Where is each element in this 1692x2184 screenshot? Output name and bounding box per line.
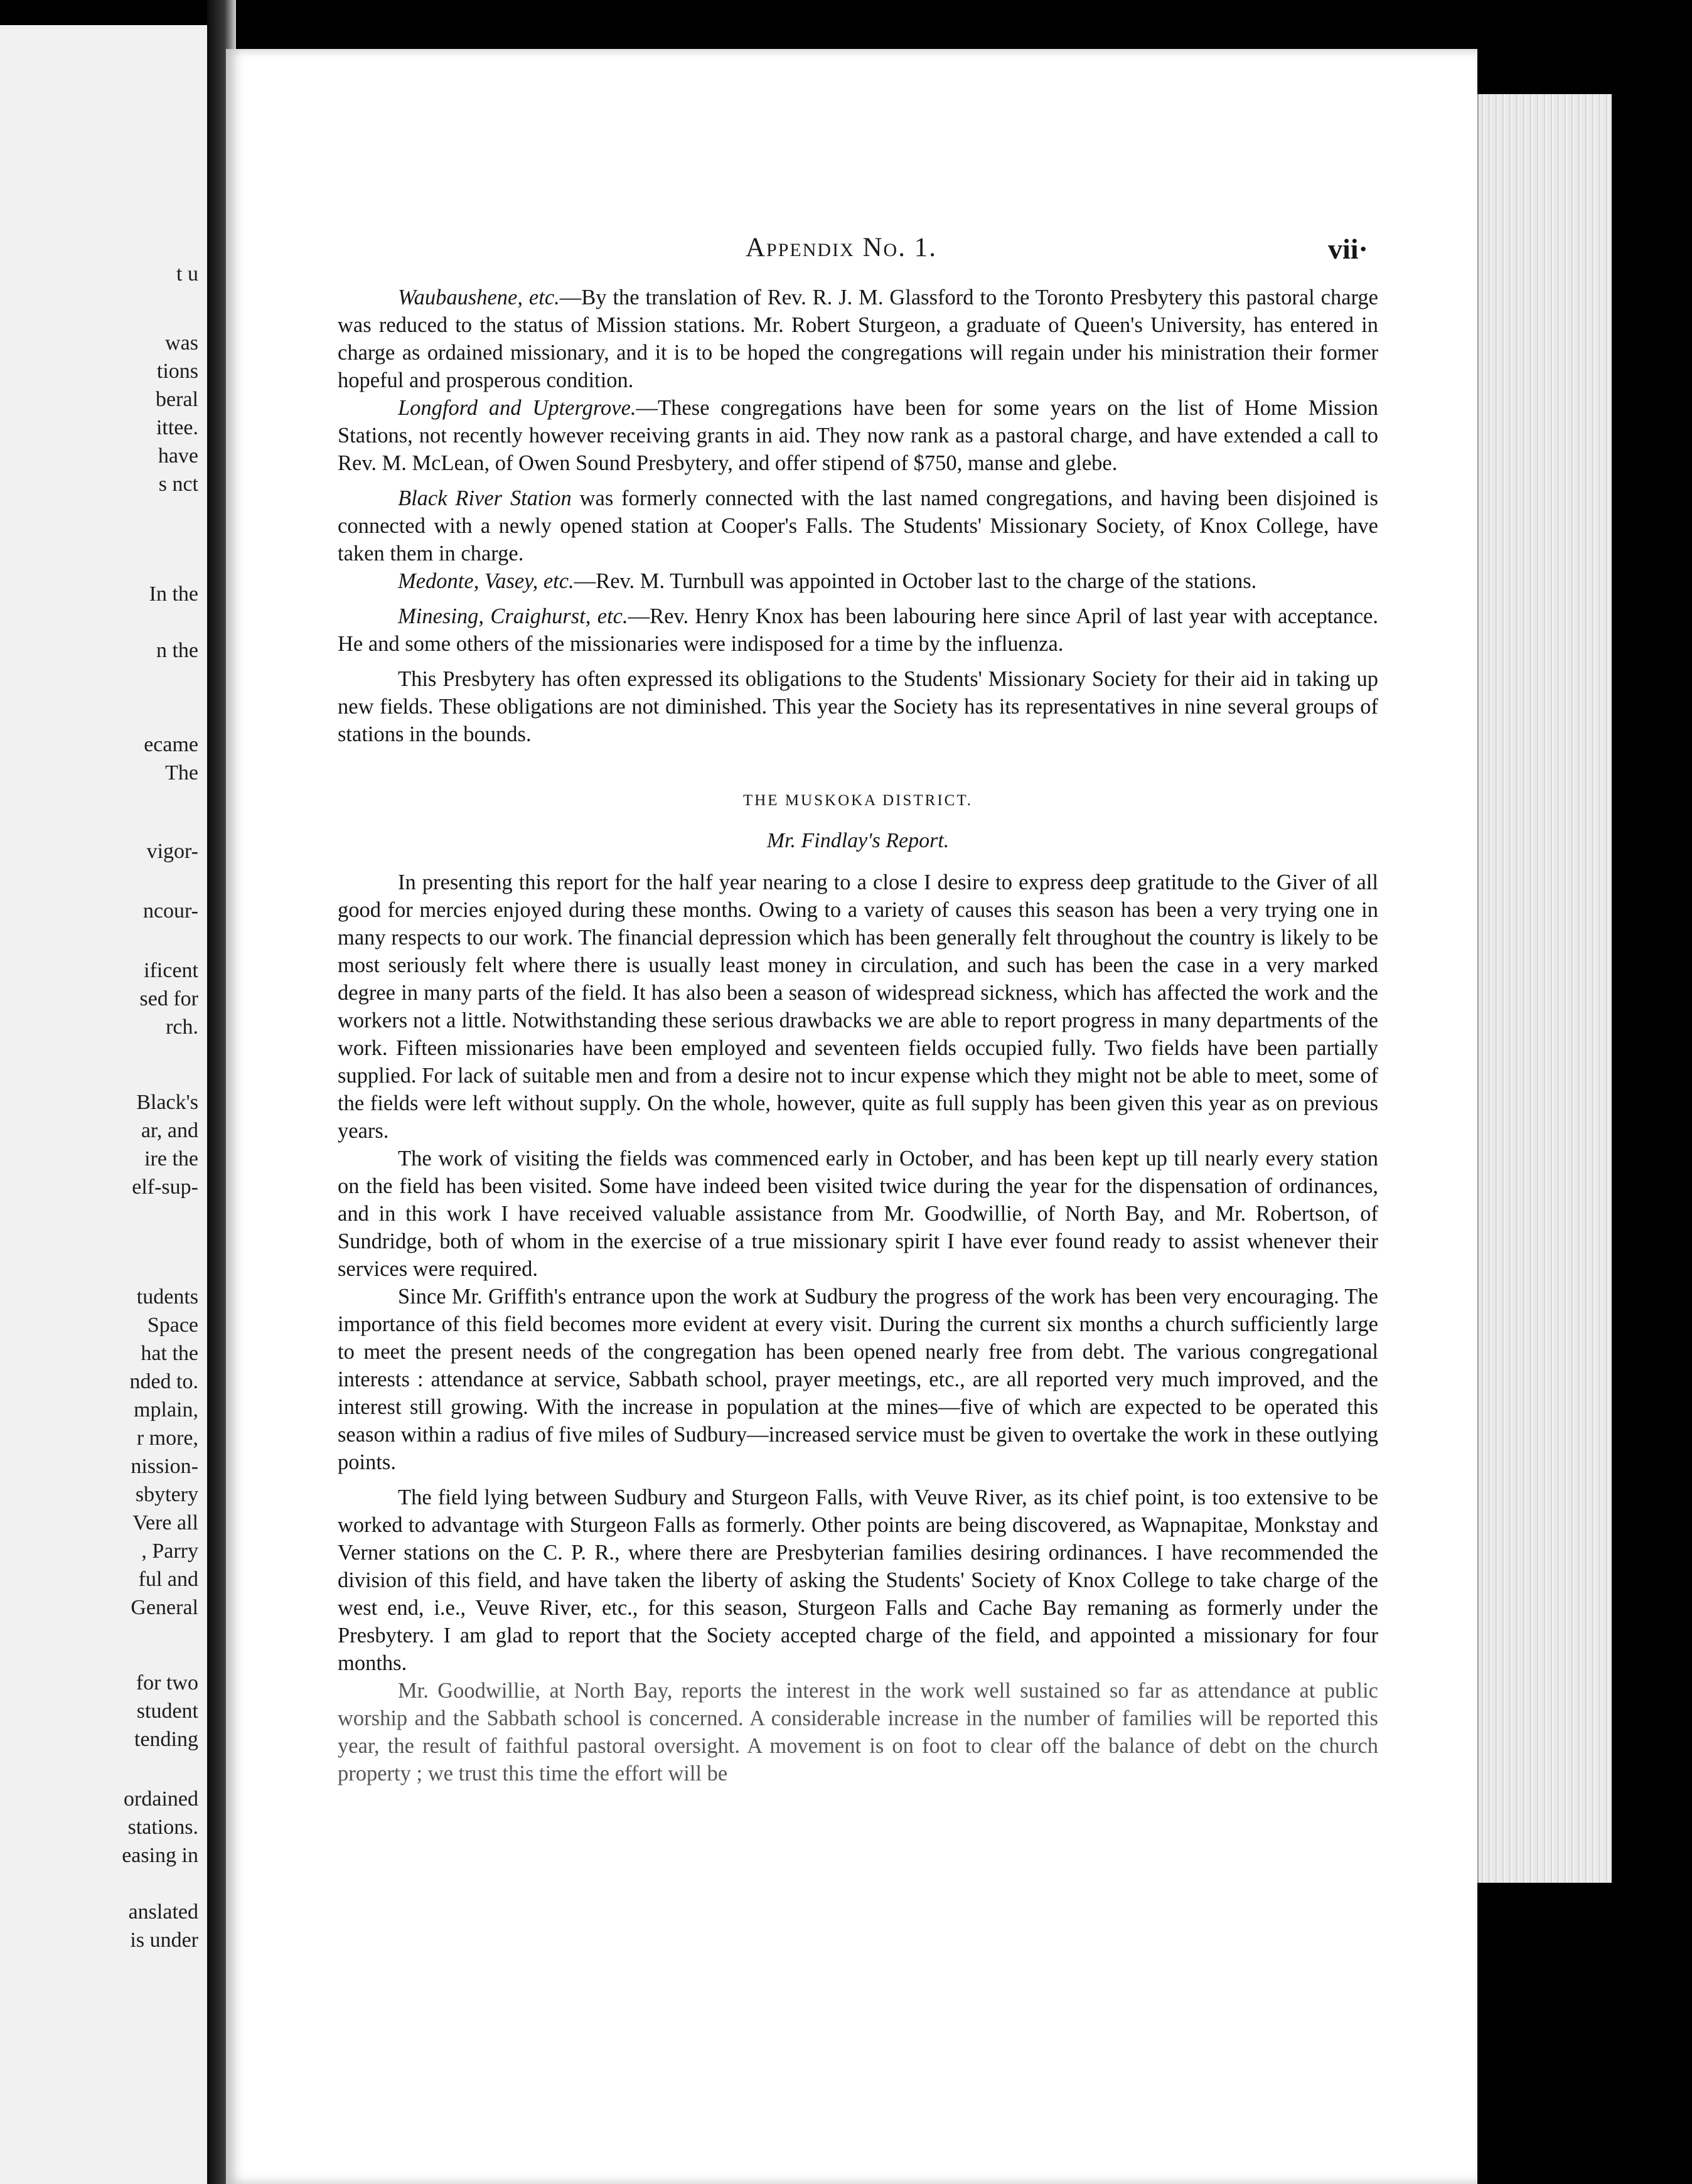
page-edges [1477, 94, 1612, 1883]
facing-page-fragment: sed for [139, 987, 198, 1010]
paragraph-body: —Rev. Henry Knox has been labouring here since April of last year with acceptance. He and some others of the missionaries were indisposed for a time by the influenza. [338, 604, 1378, 656]
facing-page-fragment: tions [156, 360, 198, 383]
paragraph-minesing [338, 602, 1378, 658]
facing-page-fragment: was [165, 331, 198, 355]
facing-page-fragment: t u [176, 262, 198, 286]
facing-page-fragment: ordained [124, 1787, 198, 1811]
subsection-title: Mr. Findlay's Report. [766, 829, 950, 852]
paragraph-presbytery-obligations [338, 665, 1378, 748]
facing-page-fragment: have [158, 444, 198, 468]
running-header: Appendix No. 1. [746, 233, 937, 262]
facing-page-fragment: student [136, 1700, 198, 1723]
facing-page-fragment: is under [130, 1929, 198, 1952]
facing-page-fragment: ificent [144, 959, 198, 982]
report-paragraph: Since Mr. Griffith's entrance upon the work at Sudbury the progress of the work has been very encouraging. The importance of this field becomes more evident at every visit. During the current six months a church sufficiently large to meet the present needs of the congregation has been opened nearly free from debt. The various congregational interests : attendance at service, Sabbath school, prayer meetings, etc., are all reported very much improved, and the interest still growing. With the increase in population at the mines—five of which are expected to be operated this season within a radius of five miles of Sudbury—increased service must be given to overtake the work in these outlying points. [338, 1285, 1378, 1474]
paragraph-lead: Minesing, Craighurst, etc. [398, 604, 628, 628]
paragraph-body: —By the translation of Rev. R. J. M. Glassford to the Toronto Presbytery this pastoral charge was reduced to the status of Mission stations. Mr. Robert Sturgeon, a graduate of Queen's University, has entered in charge as ordained missionary, and it is to be hoped the congregations will regain under his ministration their former hopeful and prosperous condition. [338, 286, 1378, 392]
facing-page-fragment: anslated [128, 1900, 198, 1924]
facing-page-fragment: ful and [138, 1568, 198, 1591]
facing-page-fragment: ire the [144, 1147, 198, 1170]
paragraph-lead: Waubaushene, etc. [398, 286, 560, 309]
facing-page-fragment: beral [156, 388, 198, 411]
facing-page-fragment: ar, and [141, 1119, 198, 1142]
paragraph-lead: Black River Station [398, 486, 572, 510]
facing-page-fragment: ittee. [156, 416, 198, 439]
facing-page-fragment: vigor- [146, 840, 198, 863]
facing-page-fragment: tending [134, 1728, 198, 1751]
paragraph-lead: Medonte, Vasey, etc. [398, 569, 574, 593]
facing-page-fragment: nission- [131, 1455, 198, 1478]
paragraph-black-river [338, 484, 1378, 567]
paragraph-body: This Presbytery has often expressed its obligations to the Students' Missionary Society for their aid in taking up new fields. These obligations are not diminished. This year the Society has its representatives in nine several groups of stations in the bounds. [338, 667, 1378, 746]
facing-page-fragment: n the [156, 639, 198, 662]
facing-page-fragment: elf-sup- [132, 1175, 198, 1199]
paragraph-waubaushene [338, 284, 1378, 394]
facing-page-fragment: nded to. [129, 1370, 198, 1393]
paragraph-body: —Rev. M. Turnbull was appointed in October last to the charge of the stations. [574, 569, 1257, 593]
paragraph-body: was formerly connected with the last named congregations, and having been disjoined is connected with a newly opened station at Cooper's Falls. The Students' Missionary Society, of Knox College, have taken them in charge. [338, 486, 1378, 565]
facing-page-fragment: tudents [136, 1285, 198, 1309]
facing-page-fragment: s nct [158, 473, 198, 496]
report-paragraph: Mr. Goodwillie, at North Bay, reports the interest in the work well sustained so far as attendance at public worship and the Sabbath school is concerned. A considerable increase in the number of families will be reported this year, the result of faithful pastoral oversight. A movement is on foot to clear off the balance of debt on the church property ; we trust this time the effort will be [338, 1679, 1378, 1785]
report-paragraph: The field lying between Sudbury and Sturgeon Falls, with Veuve River, as its chief point, is too extensive to be worked to advantage with Sturgeon Falls as formerly. Other points are being discovered, as Wapnapitae, Monkstay and Verner stations on the C. P. R., where there are Presbyterian families desiring ordinances. I have recommended the division of this field, and have taken the liberty of asking the Students' Society of Knox College to take charge of the west end, i.e., Veuve River, etc., for this season, Sturgeon Falls and Cache Bay remaning as formerly under the Presbytery. I am glad to report that the Society accepted charge of the field, and appointed a missionary for four months. [338, 1485, 1378, 1675]
section-title: THE MUSKOKA DISTRICT. [742, 792, 973, 809]
facing-page-fragment: stations. [127, 1816, 198, 1839]
facing-page-fragment: r more, [136, 1427, 198, 1450]
paragraph-longford [338, 394, 1378, 477]
paragraph-lead: Longford and Uptergrove. [398, 396, 636, 420]
facing-page-fragment: easing in [122, 1844, 198, 1867]
facing-page [0, 25, 213, 2184]
page-number: vii· [1328, 233, 1368, 265]
facing-page-fragment: ecame [144, 733, 198, 756]
facing-page-fragment: mplain, [134, 1398, 198, 1421]
facing-page-fragment: General [131, 1596, 198, 1619]
facing-page-fragment: Space [147, 1314, 198, 1337]
paragraph-body: —These congregations have been for some years on the list of Home Mission Stations, not recently however receiving grants in aid. They now rank as a pastoral charge, and have extended a call to Rev. M. McLean, of Owen Sound Presbytery, and offer stipend of $750, manse and glebe. [338, 396, 1378, 475]
facing-page-fragment: ncour- [142, 899, 198, 923]
report-paragraph: The work of visiting the fields was commenced early in October, and has been kept up till nearly every station on the field has been visited. Some have indeed been visited twice during the year for the dispensation of ordinances, and in this work I have received valuable assistance from Mr. Goodwillie, of North Bay, and Mr. Robertson, of Sundridge, both of whom in the exercise of a true missionary spirit I have ever found ready to assist whenever their services were required. [338, 1147, 1378, 1281]
report-paragraph: In presenting this report for the half year nearing to a close I desire to express deep gratitude to the Giver of all good for mercies enjoyed during these months. Owing to a variety of causes this season has been a very trying one in many respects to our work. The financial depression which has been generally felt throughout the country is likely to be most seriously felt where there is usually least money in circulation, and such has been the case in a very marked degree in many parts of the field. It has also been a season of widespread sickness, which has affected the work and the workers not a little. Notwithstanding these serious drawbacks we are able to report progress in many departments of the work. Fifteen missionaries have been employed and seventeen fields occupied fully. Two fields have been partially supplied. For lack of suitable men and from a desire not to incur expense which they might not be able to meet, some of the fields were left without supply. On the whole, however, quite as full supply has been given this year as on previous years. [338, 870, 1378, 1143]
facing-page-fragment: , Parry [141, 1539, 198, 1563]
facing-page-fragment: Vere all [132, 1511, 198, 1534]
facing-page-fragment: Black's [136, 1091, 198, 1114]
facing-page-fragment: hat the [141, 1342, 198, 1365]
paragraph-medonte [338, 567, 1378, 595]
facing-page-fragment: rch. [166, 1015, 198, 1039]
facing-page-fragment: In the [149, 582, 198, 606]
body-text [338, 284, 1378, 1787]
facing-page-fragment: sbytery [135, 1483, 198, 1506]
facing-page-fragment: for two [136, 1671, 198, 1694]
facing-page-fragment: The [165, 761, 198, 784]
